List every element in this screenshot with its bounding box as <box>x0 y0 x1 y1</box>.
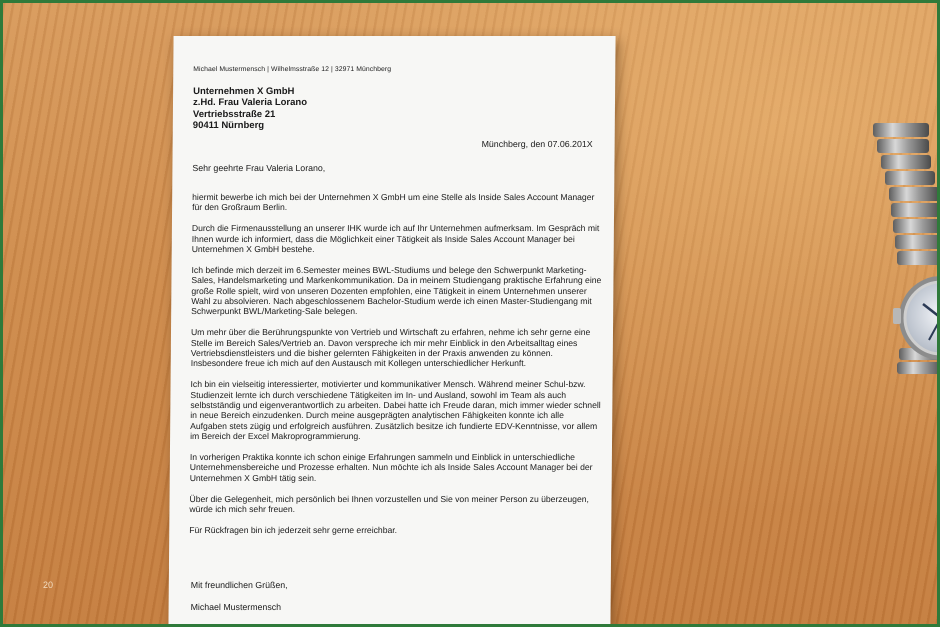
paragraph: Ich befinde mich derzeit im 6.Semester meines BWL-Studiums und belege den Schwerpunkt Marketing-Sales, Handelsmarketing und Markenkommunikation. Da in meinem Studiengang praktische Erfahrung eine große Rolle spielt, wird von unseren Dozenten empfohlen, eine Tätigkeit in einem Unternehmen unserer Wahl zu absolvieren. Nach abgeschlossenem Bachelor-Studium werde ich einen Master-Studiengang mit Schwerpunkt BWL/Marketing-Sale belegen. <box>191 264 602 317</box>
recipient-city: 90411 Nürnberg <box>192 120 265 132</box>
paragraph: Über die Gelegenheit, mich persönlich bei Ihnen vorzustellen und Sie von meiner Person zu überzeugen, würde ich mich sehr freuen. <box>189 493 589 515</box>
recipient-address <box>193 86 307 132</box>
salutation: Sehr geehrte Frau Valeria Lorano, <box>192 163 326 173</box>
paragraph: Für Rückfragen bin ich jederzeit sehr gerne erreichbar. <box>189 524 398 535</box>
page-number: 20 <box>43 580 54 590</box>
paragraph: Ich bin ein vielseitig interessierter, motivierter und kommunikativer Mensch. Während meiner Schul-bzw. Studienzeit lernte ich durch verschiedene Tätigkeiten im In- und Ausland, sowohl im Team als auch selbstständig und eigenverantwortlich zu arbeiten. Dabei hatte ich Freude daran, mich immer wieder schnell in neue Bereich einzudenken. Durch meine ausgeprägten analytischen Fähigkeiten konnte ich alle Aufgaben stets zügig und erfolgreich ausführen. Zusätzlich besitze ich fundierte EDV-Kenntnisse, vor allem im Bereich der Excel Makroprogrammierung. <box>190 379 601 442</box>
letter-body <box>189 192 604 546</box>
paragraph: Um mehr über die Berührungspunkte von Vertrieb und Wirtschaft zu erfahren, nehme ich sehr gerne eine Stelle im Bereich Sales/Vertrieb an. Davon verspreche ich mir mehr Einblick in den Arbeitsalltag eines Vertriebsdienstleisters und die bisher gelernten Fähigkeiten in der Praxis anwenden zu können. Insbesondere freue ich mich auf den Austausch mit Kollegen unterschiedlicher Herkunft. <box>190 327 591 369</box>
recipient-street: Vertriebsstraße 21 <box>192 108 276 120</box>
paragraph: Durch die Firmenausstellung an unserer IHK wurde ich auf Ihr Unternehmen aufmerksam. Im Gespräch mit Ihnen wurde ich informiert, dass die Möglichkeit einer Tätigkeit als Inside Sales Account Manager bei Unternehmen X GmbH bestehe. <box>191 223 600 255</box>
letter-date: Münchberg, den 07.06.201X <box>481 139 593 149</box>
recipient-contact: z.Hd. Frau Valeria Lorano <box>192 97 308 109</box>
wristwatch-icon <box>863 118 940 388</box>
paragraph: hiermit bewerbe ich mich bei der Unternehmen X GmbH um eine Stelle als Inside Sales Account Manager für den Großraum Berlin. <box>192 192 595 213</box>
closing-phrase: Mit freundlichen Grüßen, <box>190 580 288 590</box>
signature-name: Michael Mustermensch <box>190 602 282 612</box>
letter-sheet <box>168 36 615 627</box>
paragraph: In vorherigen Praktika konnte ich schon einige Erfahrungen sammeln und Einblick in unterschiedliche Unternehmensbereiche und Prozesse erhalten. Nun möchte ich als Inside Sales Account Manager bei der Unternehmen X GmbH tätig sein. <box>189 452 593 483</box>
recipient-company: Unternehmen X GmbH <box>193 86 295 97</box>
sender-line: Michael Mustermensch | Wilhelmsstraße 12 | 32971 Münchberg <box>193 66 392 73</box>
